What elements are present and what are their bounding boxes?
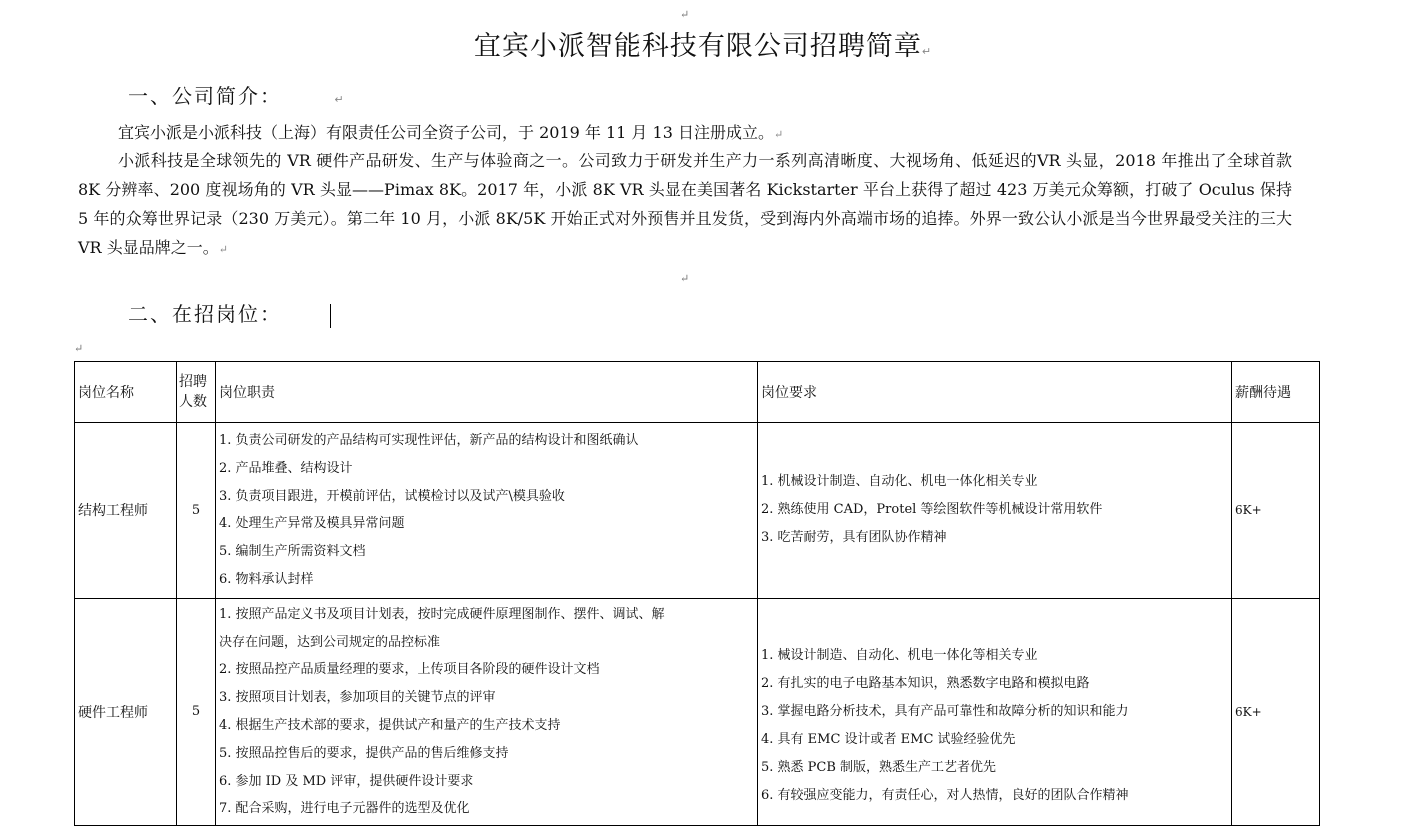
header-duties: 岗位职责 <box>216 362 758 423</box>
duty-item: 6. 参加 ID 及 MD 评审，提供硬件设计要求 <box>219 773 474 789</box>
requirement-item: 2. 熟练使用 CAD，Protel 等绘图软件等机械设计常用软件 <box>761 502 1103 518</box>
duty-item: 1. 负责公司研发的产品结构可实现性评估，新产品的结构设计和图纸确认 <box>219 433 639 448</box>
positions-table <box>74 361 1320 826</box>
duty-item: 7. 配合采购，进行电子元器件的选型及优化 <box>219 801 470 817</box>
duty-item: 2. 按照品控产品质量经理的要求，上传项目各阶段的硬件设计文档 <box>219 662 600 678</box>
paragraph-mark: ↵ <box>921 45 933 58</box>
duty-item: 3. 负责项目跟进，开模前评估，试模检讨以及试产\模具验收 <box>219 488 565 504</box>
paragraph-mark: ↵ <box>680 8 690 21</box>
requirement-item: 1. 机械设计制造、自动化、机电一体化相关专业 <box>761 474 1038 490</box>
requirement-item: 1. 械设计制造、自动化、机电一体化等相关专业 <box>761 647 1038 663</box>
duty-item: 5. 编制生产所需资料文档 <box>219 544 366 560</box>
duty-item: 6. 物料承认封样 <box>219 571 314 587</box>
requirement-item: 3. 掌握电路分析技术，具有产品可靠性和故障分析的知识和能力 <box>761 703 1129 719</box>
row-salary: 6K+ <box>1232 598 1320 825</box>
header-requirements: 岗位要求 <box>758 362 1232 423</box>
paragraph-mark: ↵ <box>773 128 784 141</box>
paragraph-mark: ↵ <box>680 272 690 285</box>
table-row <box>75 598 1320 825</box>
table-header-row <box>75 362 1320 423</box>
row-count: 5 <box>177 423 216 599</box>
paragraph-mark: ↵ <box>74 342 84 355</box>
duty-item: 决存在问题，达到公司规定的品控标准 <box>219 634 441 650</box>
header-salary: 薪酬待遇 <box>1232 362 1320 423</box>
requirement-item: 4. 具有 EMC 设计或者 EMC 试验经验优先 <box>761 731 1016 747</box>
requirement-item: 2. 有扎实的电子电路基本知识，熟悉数字电路和模拟电路 <box>761 675 1090 691</box>
page-title <box>0 24 1406 63</box>
paragraph-mark: ↵ <box>218 243 228 256</box>
row-count: 5 <box>177 598 216 825</box>
header-count-text: 招聘人数 <box>179 374 207 410</box>
intro-text-1: 宜宾小派是小派科技（上海）有限责任公司全资子公司，于 2019 年 11 月 13 日注册成立。 <box>118 123 774 142</box>
row-requirements <box>758 423 1232 599</box>
row-position-name: 结构工程师 <box>75 423 177 599</box>
section2-heading-text: 二、在招岗位： <box>128 302 282 326</box>
row-salary: 6K+ <box>1232 423 1320 599</box>
company-intro-paragraph-1 <box>78 118 1292 149</box>
duty-item: 4. 根据生产技术部的要求，提供试产和量产的生产技术支持 <box>219 717 561 733</box>
duty-item: 4. 处理生产异常及模具异常问题 <box>219 516 405 532</box>
row-requirements <box>758 598 1232 825</box>
header-position-name: 岗位名称 <box>75 362 177 423</box>
title-text: 宜宾小派智能科技有限公司招聘简章 <box>473 31 922 62</box>
row-duties <box>216 423 758 599</box>
duty-item: 1. 按照产品定义书及项目计划表，按时完成硬件原理图制作、摆件、调试、解 <box>219 606 665 622</box>
row-position-name: 硬件工程师 <box>75 598 177 825</box>
table-row <box>75 423 1320 599</box>
requirement-item: 5. 熟悉 PCB 制版，熟悉生产工艺者优先 <box>761 759 997 775</box>
section1-heading-text: 一、公司简介： <box>128 84 282 108</box>
row-duties <box>216 598 758 825</box>
section-heading-positions <box>128 298 331 328</box>
duty-item: 2. 产品堆叠、结构设计 <box>219 460 353 476</box>
paragraph-mark: ↵ <box>334 93 346 106</box>
header-count <box>177 362 216 423</box>
text-cursor <box>330 304 331 328</box>
section-heading-company <box>128 80 346 109</box>
intro-text-2: 小派科技是全球领先的 VR 硬件产品研发、生产与体验商之一。公司致力于研发并生产力一系列高清晰度、大视场角、低延迟的VR 头显，2018 年推出了全球首款 8K 分辨率、200 度视场角的 VR 头显——Pimax 8K。2017 年，小派 8K VR 头显在美国著名 Kickstarter 平台上获得了超过 423 万美元众筹额，打破了 Oculus 保持 5 年的众筹世界记录（230 万美元）。第二年 10 月，小派 8K/5K 开始正式对外预售并且发货，受到海内外高端市场的追捧。外界一致公认小派是当今世界最受关注的三大 VR 头显品牌之一。 <box>78 151 1292 257</box>
company-intro-paragraph-2 <box>78 146 1292 264</box>
duty-item: 3. 按照项目计划表，参加项目的关键节点的评审 <box>219 690 496 706</box>
duty-item: 5. 按照品控售后的要求，提供产品的售后维修支持 <box>219 745 509 761</box>
requirement-item: 6. 有较强应变能力，有责任心，对人热情，良好的团队合作精神 <box>761 787 1129 803</box>
requirement-item: 3. 吃苦耐劳，具有团队协作精神 <box>761 530 947 546</box>
